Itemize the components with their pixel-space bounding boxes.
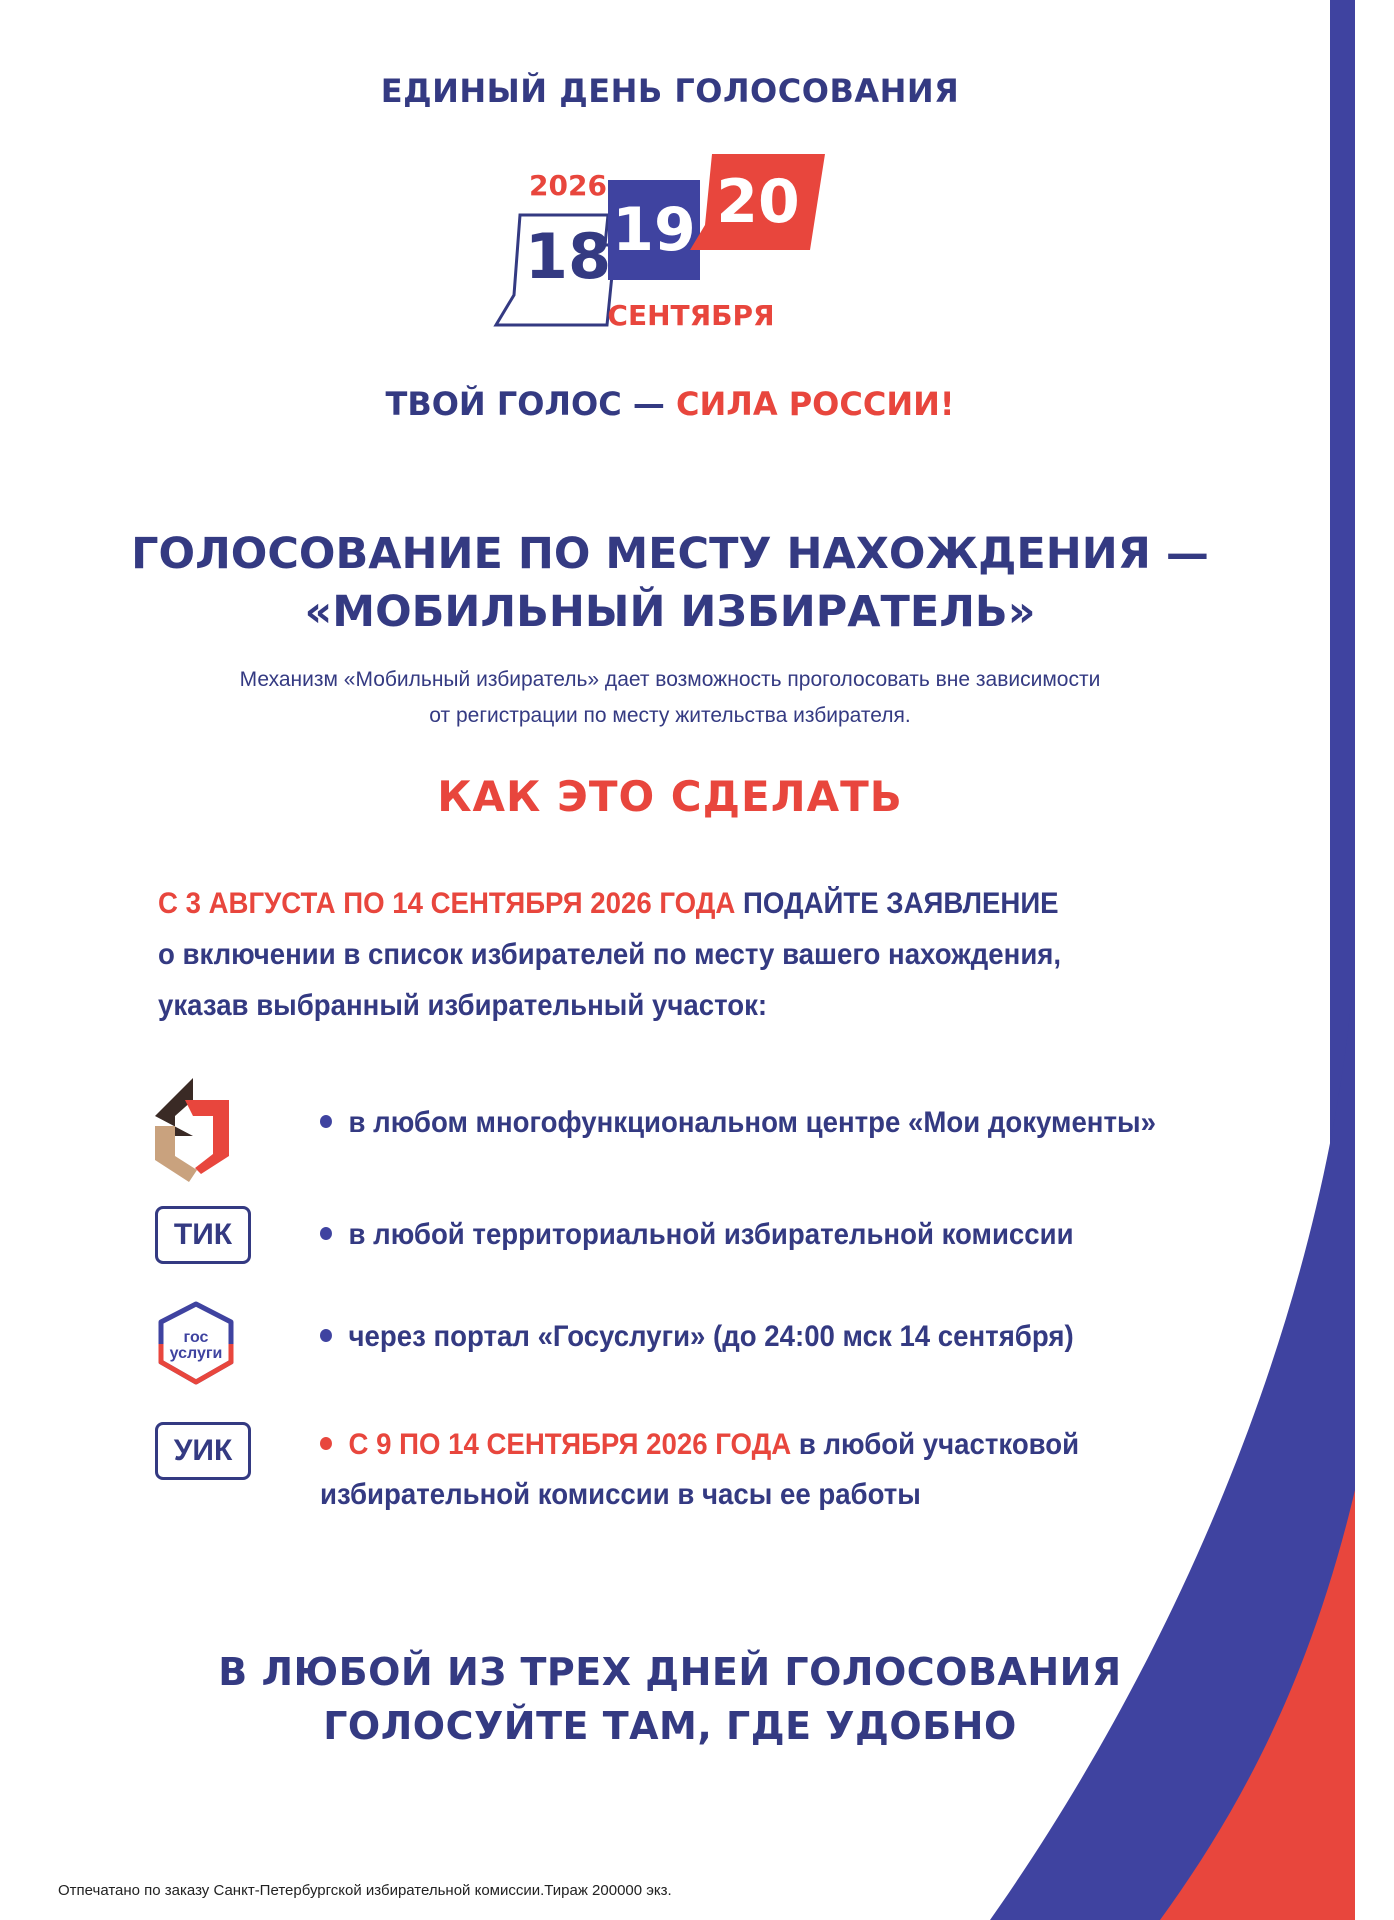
description-line1: Механизм «Мобильный избиратель» дает возможность проголосовать вне зависимости: [239, 668, 1101, 691]
closing-line2: ГОЛОСУЙТЕ ТАМ, ГДЕ УДОБНО: [323, 1704, 1017, 1748]
tik-badge: ТИК: [155, 1206, 251, 1264]
deadline-line3: указав выбранный избирательный участок:: [158, 989, 768, 1022]
method-uik-label: в любой участковой: [791, 1428, 1080, 1461]
logo-year: 2026: [529, 169, 607, 202]
election-dates-logo: [490, 150, 830, 335]
method-uik-text: [320, 1420, 1079, 1520]
slogan-part1: ТВОЙ ГОЛОС —: [385, 385, 676, 423]
mfc-logo-icon: [155, 1078, 235, 1183]
closing-line1: В ЛЮБОЙ ИЗ ТРЕХ ДНЕЙ ГОЛОСОВАНИЯ: [218, 1650, 1122, 1694]
slogan-part2: СИЛА РОССИИ!: [675, 385, 955, 423]
gosuslugi-logo-icon: [155, 1300, 237, 1386]
imprint-footer: Отпечатано по заказу Санкт-Петербургской избирательной комиссии.Тираж 200000 экз.: [58, 1882, 672, 1899]
gosuslugi-logo-bottom: услуги: [169, 1345, 223, 1362]
logo-day-19: 19: [612, 195, 696, 265]
header-title: ЕДИНЫЙ ДЕНЬ ГОЛОСОВАНИЯ: [380, 72, 960, 110]
deadline-action: ПОДАЙТЕ ЗАЯВЛЕНИЕ: [735, 887, 1059, 920]
logo-month: СЕНТЯБРЯ: [607, 299, 775, 332]
description: [0, 662, 1340, 734]
method-uik-dates: С 9 ПО 14 СЕНТЯБРЯ 2026 ГОДА: [348, 1428, 792, 1461]
method-gosuslugi-text: [320, 1312, 1074, 1362]
logo-day-20: 20: [716, 167, 800, 237]
bullet-icon: [320, 1115, 332, 1128]
bullet-icon: [320, 1329, 332, 1342]
method-uik-line1: [320, 1420, 1079, 1470]
logo-day-18: 18: [524, 220, 612, 293]
method-tik-text: [320, 1210, 1074, 1260]
main-title: [0, 525, 1340, 641]
slogan: [0, 385, 1340, 423]
closing-message: [0, 1645, 1340, 1753]
main-title-line1: ГОЛОСОВАНИЕ ПО МЕСТУ НАХОЖДЕНИЯ —: [131, 529, 1209, 579]
deadline-line1: [158, 878, 1078, 929]
method-tik: [155, 1206, 1255, 1270]
method-mfc-label: в любом многофункциональном центре «Мои документы»: [348, 1106, 1156, 1139]
bullet-icon: [320, 1227, 332, 1240]
method-uik-line2: избирательной комиссии в часы ее работы: [320, 1478, 921, 1511]
method-mfc-text: [320, 1098, 1156, 1148]
deadline-line2: о включении в список избирателей по месту вашего нахождения,: [158, 938, 1062, 971]
deadline-block: [158, 878, 1078, 1031]
description-line2: от регистрации по месту жительства избирателя.: [429, 704, 911, 727]
gosuslugi-logo-top: гос: [183, 1329, 209, 1346]
deadline-dates: С 3 АВГУСТА ПО 14 СЕНТЯБРЯ 2026 ГОДА: [158, 887, 736, 920]
howto-heading: КАК ЭТО СДЕЛАТЬ: [437, 772, 903, 821]
method-mfc: [155, 1078, 1255, 1178]
method-tik-label: в любой территориальной избирательной комиссии: [348, 1218, 1074, 1251]
method-uik: [155, 1420, 1255, 1530]
method-gosuslugi-label: через портал «Госуслуги» (до 24:00 мск 14 сентября): [348, 1320, 1074, 1353]
main-title-line2: «МОБИЛЬНЫЙ ИЗБИРАТЕЛЬ»: [304, 587, 1036, 637]
uik-badge: УИК: [155, 1422, 251, 1480]
method-gosuslugi: [155, 1300, 1255, 1390]
bullet-icon: [320, 1437, 332, 1450]
